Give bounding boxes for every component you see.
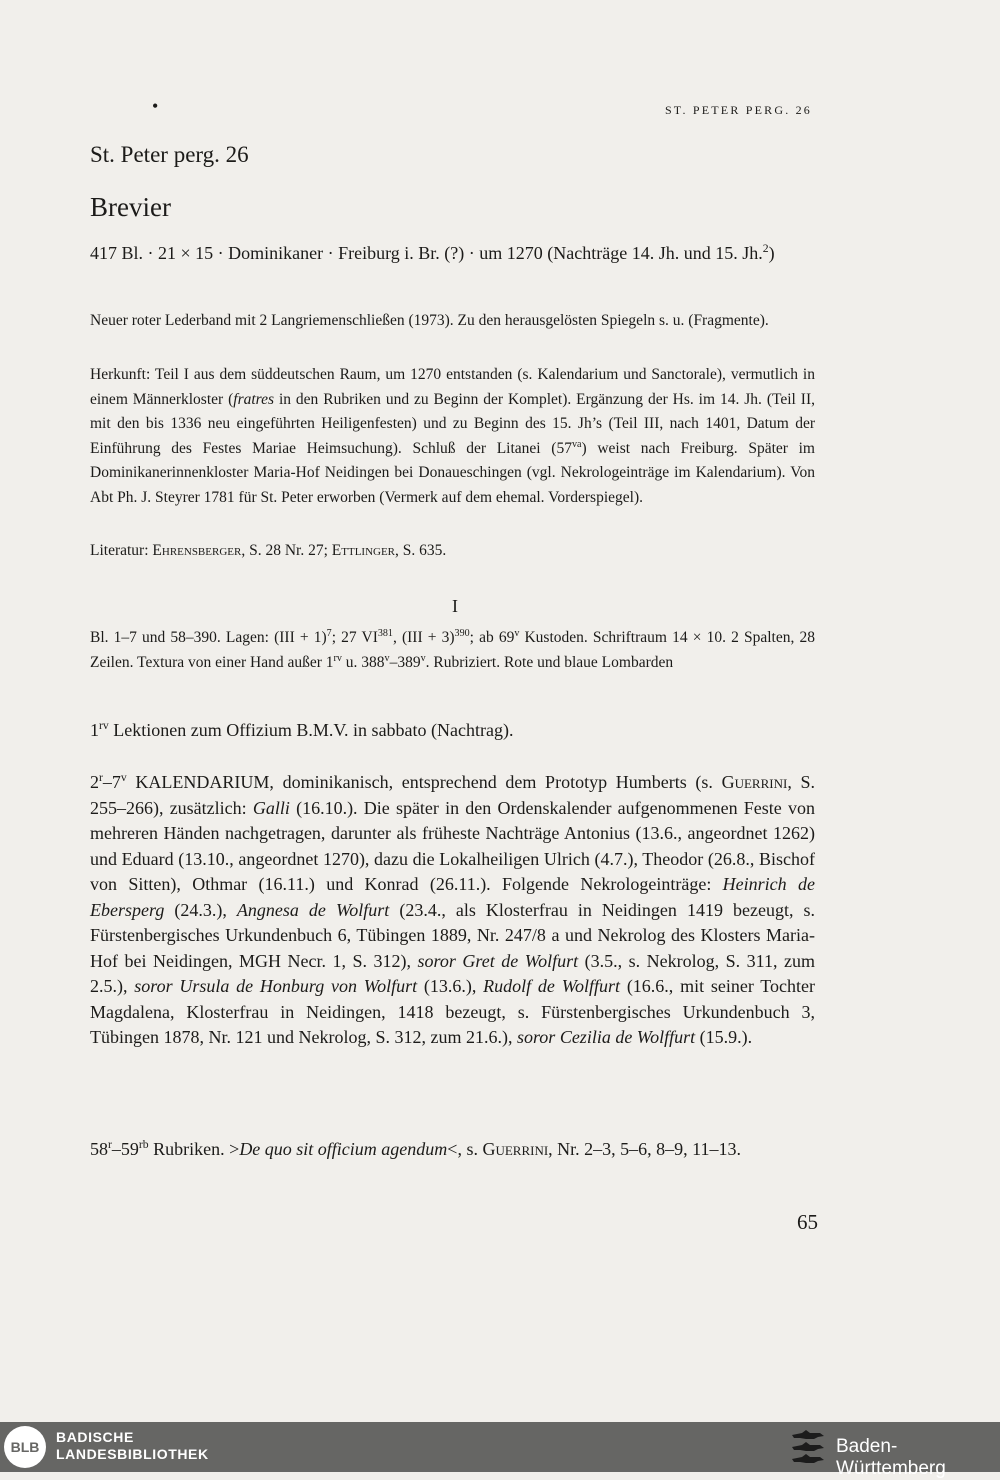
library-name[interactable] xyxy=(56,1429,209,1463)
entry-rubriken: $58^r-59^{rb}$ Rubriken. >De quo sit officium agendum<, s. Guerrini, Nr. 2–3, 5–6, 8–9, 11–13. xyxy=(90,1138,742,1159)
literature-paragraph: Literatur: Ehrensberger, S. 28 Nr. 27; Ettlinger, S. 635. xyxy=(90,542,447,559)
work-heading: Brevier xyxy=(90,192,171,222)
summary-line: 417 Bl. · 21 × 15 · Dominikaner · Freiburg i. Br. (?) · um 1270 (Nachträge 14. Jh. und 15. Jh.$^2$) xyxy=(90,242,775,263)
running-head: ST. PETER PERG. 26 xyxy=(664,103,812,117)
page-dot: • xyxy=(152,96,159,116)
codicology-paragraph: Bl. 1–7 und 58–390. Lagen: (III + 1)$^7$; 27 VI$^{381}$, (III + 3)$^{390}$; ab 69$^v$ Kustoden. Schriftraum 14 × 10. 2 Spalten, 28 Zeilen. Textura von einer Hand außer $1^{rv}$ u. 388$^v$–389$^v$. Rubriziert. Rote und blaue Lombarden xyxy=(90,627,815,671)
binding-paragraph: Neuer roter Lederband mit 2 Langriemenschließen (1973). Zu den herausgelösten Spiegeln s. u. (Fragmente). xyxy=(90,312,769,329)
section-heading: I xyxy=(452,596,458,616)
page-number: 65 xyxy=(797,1210,818,1234)
entry-lektionen: $1^{rv}$ Lektionen zum Offizium B.M.V. in sabbato (Nachtrag). xyxy=(90,719,514,740)
shelfmark-title: St. Peter perg. 26 xyxy=(90,142,249,167)
blb-logo-icon[interactable]: BLB xyxy=(4,1426,46,1468)
state-lions-icon xyxy=(788,1427,828,1467)
library-name-line2: LANDESBIBLIOTHEK xyxy=(56,1446,209,1462)
state-name[interactable]: Baden-Württemberg xyxy=(836,1436,946,1479)
provenance-paragraph: Herkunft: Teil I aus dem süddeutschen Raum, um 1270 entstanden (s. Kalendarium und Sanctorale), vermutlich in einem Männerkloster (fratres in den Rubriken und zu Beginn der Komplet). Ergänzung der Hs. im 14. Jh. (Teil II, mit den bis 1336 neu eingeführten Heiligenfesten) und zu Beginn des 15. Jh’s (Teil III, nach 1401, Datum der Einführung des Festes Mariae Heimsuchung). Schluß der Litanei $(57^{va})$ weist nach Freiburg. Später im Dominikanerinnenkloster Maria-Hof Neidingen bei Donaueschingen (vgl. Nekrologeinträge im Kalendarium). Von Abt Ph. J. Steyrer 1781 für St. Peter erworben (Vermerk auf dem ehemal. Vorderspiegel). xyxy=(90,366,815,506)
footer-bar xyxy=(0,1422,1000,1479)
library-name-line1: BADISCHE xyxy=(56,1429,134,1445)
entry-kalendarium: 2$^r$–7$^v$ KALENDARIUM, dominikanisch, entsprechend dem Prototyp Humberts (s. Guerrini, S. 255–266), zusätzlich: Galli (16.10.). Die später in den Ordenskalender aufgenommenen Feste von mehreren Händen nachgetragen, darunter als früheste Nachträge Antonius (13.6., angeordnet 1262) und Eduard (13.10., angeordnet 1270), dazu die Lokalheiligen Ulrich (4.7.), Theodor (26.8., Bischof von Sitten), Othmar (16.11.) und Konrad (26.11.). Folgende Nekrologeinträge: Heinrich de Ebersperg (24.3.), Angnesa de Wolfurt (23.4., als Klosterfrau in Neidingen 1419 bezeugt, s. Fürstenbergisches Urkundenbuch 6, Tübingen 1889, Nr. 247/8 a und Nekrolog des Klosters Maria-Hof bei Neidingen, MGH Necr. 1, S. 312), soror Gret de Wolfurt (3.5., s. Nekrolog, S. 311, zum 2.5.), soror Ursula de Honburg von Wolfurt (13.6.), Rudolf de Wolffurt (16.6., mit seiner Tochter Magdalena, Klosterfrau in Neidingen, 1418 bezeugt, s. Fürstenbergisches Urkundenbuch 3, Tübingen 1878, Nr. 121 und Nekrolog, S. 312, zum 21.6.), soror Cezilia de Wolffurt (15.9.). xyxy=(90,771,816,1047)
